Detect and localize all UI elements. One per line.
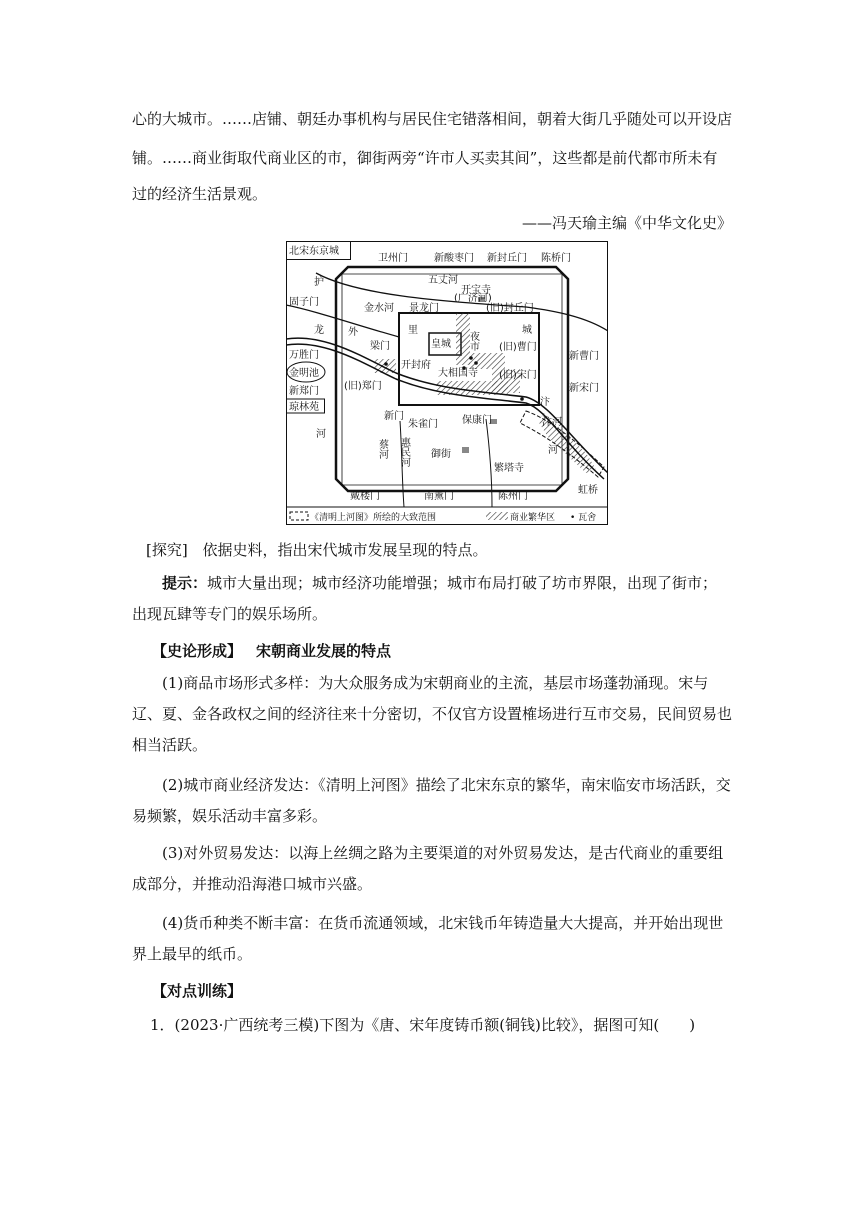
river-label: 惠民河	[398, 437, 410, 467]
place-label: 景龙门	[409, 303, 439, 314]
place-label: 梁门	[370, 341, 390, 352]
river-label: 汴	[540, 397, 550, 408]
wall-label: 城	[522, 325, 532, 336]
place-label: (旧)郑门	[344, 381, 382, 392]
wall-label: 护	[314, 277, 324, 288]
text-line: 过的经济生活景观。	[132, 185, 268, 203]
point-paragraph: (2)城市商业经济发达：《清明上河图》描绘了北宋东京的繁华，南宋临安市场活跃，交易频繁，娱乐活动丰富多彩。	[132, 776, 731, 825]
legend-dot: • 瓦舍	[570, 513, 597, 523]
river-label: 汴河	[542, 417, 562, 428]
place-label: 夜市	[467, 331, 479, 351]
place-label: (旧)宋门	[499, 370, 537, 381]
river-label: 金水河	[364, 303, 394, 314]
river-label: 蔡河	[376, 439, 388, 459]
point-paragraph: (3)对外贸易发达：以海上丝绸之路为主要渠道的对外贸易发达，是古代商业的重要组成部分，并推动沿海港口城市兴盛。	[132, 844, 724, 893]
gate-label: 陈州门	[498, 491, 528, 502]
practice-heading: 【对点训练】	[152, 982, 243, 1000]
river-label: 五丈河	[428, 275, 458, 286]
place-label: 御街	[431, 449, 451, 460]
question-number: 1．	[150, 1016, 175, 1034]
place-label: 繁塔寺	[494, 463, 524, 474]
place-label: 皇城	[431, 339, 451, 350]
gate-label: 固子门	[289, 297, 319, 308]
gate-label: 万胜门	[289, 350, 319, 361]
explore-line	[132, 535, 732, 566]
place-label: 朱雀门	[408, 419, 438, 430]
place-label: (旧)曹门	[499, 342, 537, 353]
gate-label: 新曹门	[569, 351, 599, 362]
map-title: 北宋东京城	[289, 246, 339, 257]
gate-label: 新郑门	[289, 386, 319, 397]
hint-paragraph	[132, 568, 732, 630]
gate-label: 南薰门	[424, 491, 454, 502]
section-bracket: 【史论形成】	[152, 642, 243, 660]
gate-label: 戴楼门	[350, 491, 380, 502]
place-label: (旧)封丘门	[486, 303, 534, 314]
place-label: 虹桥	[578, 485, 598, 496]
explore-tag: [探究]	[146, 541, 188, 559]
hint-text: 城市大量出现；城市经济功能增强；城市布局打破了坊市界限，出现了街市；出现瓦肆等专门的娱乐场所。	[132, 574, 718, 623]
river-label: 河	[548, 445, 558, 456]
wall-label: 外	[348, 327, 358, 338]
gate-label: 新酸枣门	[434, 253, 474, 264]
wall-label: 新门	[384, 411, 404, 422]
point-paragraph: (4)货币种类不断丰富：在货币流通领域，北宋钱币年铸造量大大提高，并开始出现世界上最早的纸币。	[132, 914, 724, 963]
place-label: 开封府	[401, 360, 431, 371]
section-title: 宋朝商业发展的特点	[256, 642, 392, 660]
point-paragraph: (1)商品市场形式多样：为大众服务成为宋朝商业的主流，基层市场蓬勃涌现。宋与辽、夏、金各政权之间的经济往来十分密切，不仅官方设置榷场进行互市交易，民间贸易也相当活跃。	[132, 674, 733, 754]
text-line: 铺。……商业街取代商业区的市，御街两旁“许市人买卖其间”，这些都是前代都市所未有	[132, 149, 718, 167]
legend-hatched: 商业繁华区	[510, 513, 556, 523]
place-label: 金明池	[289, 368, 319, 379]
place-label: 大相国寺	[438, 368, 478, 379]
source-citation: ——冯天瑜主编《中华文化史》	[521, 214, 732, 232]
gate-label: 新宋门	[569, 383, 599, 394]
question-1	[132, 1010, 750, 1041]
gate-label: 陈桥门	[541, 253, 571, 264]
place-label: 开宝寺	[461, 285, 491, 296]
text-line: 心的大城市。……店铺、朝廷办事机构与居民住宅错落相间，朝着大街几乎随处可以开设店	[132, 110, 733, 128]
question-text: 下图为《唐、宋年度铸币额(铜钱)比较》，据图可知( )	[319, 1016, 696, 1034]
explore-text: 依据史料，指出宋代城市发展呈现的特点。	[202, 541, 488, 559]
question-source: (2023·广西统考三模)	[174, 1016, 320, 1034]
legend-dashed: 《清明上河图》所绘的大致范围	[310, 513, 437, 523]
bianjing-city-map	[286, 241, 608, 525]
place-label: 保康门	[462, 415, 492, 426]
gate-label: 新封丘门	[487, 253, 527, 264]
hint-label: 提示：	[162, 574, 208, 592]
gate-label: 卫州门	[378, 253, 408, 264]
place-label: 琼林苑	[289, 402, 319, 413]
wall-label: 里	[408, 325, 418, 336]
wall-label: 河	[316, 429, 326, 440]
wall-label: 龙	[314, 325, 324, 336]
section-heading	[132, 636, 752, 667]
river-label: (广济河)	[454, 293, 492, 304]
